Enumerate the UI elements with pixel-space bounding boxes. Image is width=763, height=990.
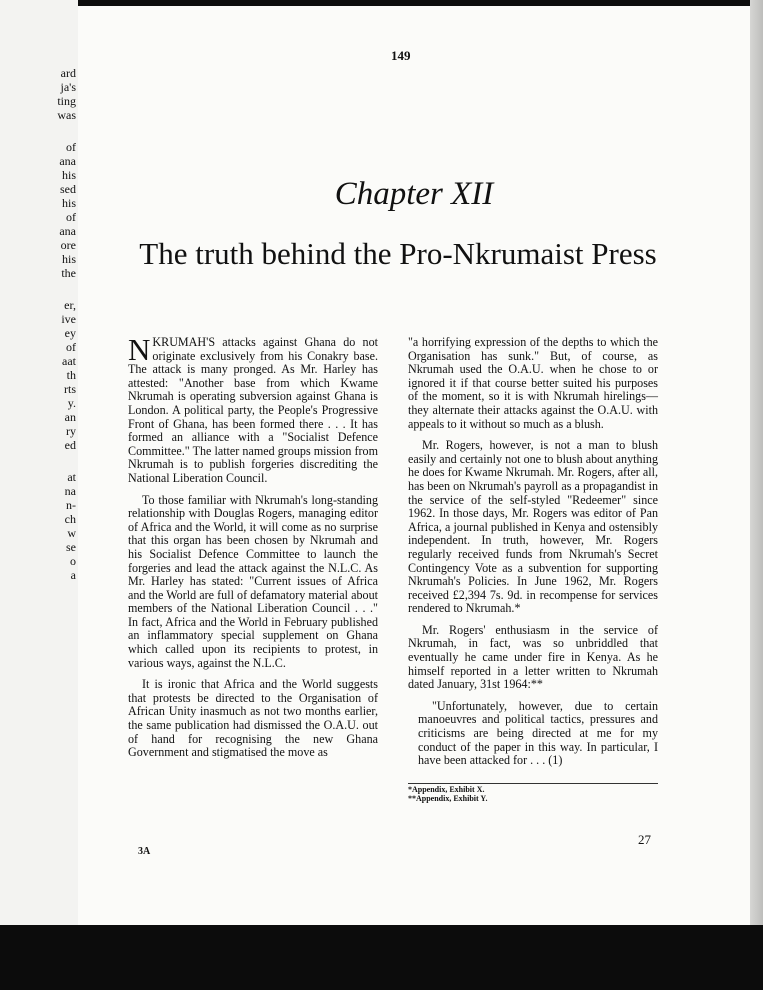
facing-page-fragment: of: [66, 340, 76, 354]
facing-page-fragment: sed: [60, 182, 76, 196]
body-paragraph: Mr. Rogers' enthusiasm in the service of Nkrumah, in fact, was so unbriddled that eventually he came under fire in Kenya. As he himself reported in a letter written to Nkrumah dated January, 31st 1964:**: [408, 622, 658, 692]
facing-page-fragment: his: [61, 168, 76, 182]
facing-page-fragment: th: [66, 368, 76, 382]
facing-page-fragment: at: [67, 470, 76, 484]
page-edge-shadow: [750, 0, 763, 930]
facing-page-fragment: ch: [64, 512, 76, 526]
facing-page-fragment: rts: [64, 382, 76, 396]
signature-mark: 3A: [138, 846, 151, 857]
facing-page-fragment: the: [61, 266, 76, 280]
facing-page-fragment: ry: [66, 424, 76, 438]
body-paragraph: To those familiar with Nkrumah's long-standing relationship with Douglas Rogers, managing editor of Africa and the World, it will come as no surprise that this organ has been chosen by Nkrumah and his Socialist Defence Committee to launch the forgeries and lead the attack against the N.L.C. As Mr. Harley has stated: "Current issues of Africa and the World are full of defamatory material about members of the National Liberation Council . . ." In fact, Africa and the World in February published an inflammatory special supplement on Ghana which called upon its recipients to protest, in various ways, against the N.L.C.: [128, 492, 378, 670]
block-quote: "Unfortunately, however, due to certain manoeuvres and political tactics, pressures and criticisms are being directed at me for my conduct of the paper in this way. In particular, I have been attacked for . . . (1): [418, 698, 658, 768]
facing-page-fragment: ive: [61, 312, 76, 326]
facing-page-fragment: a: [70, 568, 76, 582]
facing-page-fragment: ja's: [60, 80, 76, 94]
facing-page-fragment: his: [61, 196, 76, 210]
facing-page-fragment: ore: [60, 238, 76, 252]
facing-page-fragment: y.: [67, 396, 76, 410]
facing-page-fragment: ard: [60, 66, 76, 80]
body-paragraph: [128, 332, 378, 486]
facing-page-margin: [0, 0, 78, 930]
facing-page-fragment: ey: [64, 326, 76, 340]
body-paragraph: It is ironic that Africa and the World suggests that protests be directed to the Organisation of African Unity inasmuch as not two months earlier, the same publication had dismissed the O.A.U. out of hand for recognising the new Ghana Government and stigmatised the move as: [128, 677, 378, 760]
body-paragraph: Mr. Rogers, however, is not a man to blush easily and certainly not one to blush about anything he does for Kwame Nkrumah. Mr. Rogers, after all, has been on Nkrumah's payroll as a propagandist in the service of the self-styled "Redeemer" since 1962. In those days, Mr. Rogers was editor of Pan Africa, a journal published in Kenya and ostensibly independent. In truth, however, Mr. Rogers regularly received funds from Nkrumah's Secret Contingency Vote as a subvention for supporting Nkrumah's Policies. In June 1962, Mr. Rogers received £2,394 7s. 9d. in recompense for services rendered to Nkrumah.*: [408, 438, 658, 616]
facing-page-fragment: er,: [64, 298, 76, 312]
book-page: [78, 6, 750, 926]
footnote: *Appendix, Exhibit X.: [408, 785, 485, 794]
facing-page-fragment: na: [64, 484, 76, 498]
left-column: [128, 332, 378, 768]
drop-cap: N: [128, 332, 151, 367]
facing-page-fragment: ana: [59, 154, 76, 168]
facing-page-fragment: of: [66, 210, 76, 224]
facing-page-fragment: ed: [64, 438, 76, 452]
facing-page-fragment: n-: [66, 498, 76, 512]
facing-page-fragment: ting: [57, 94, 76, 108]
chapter-label: Chapter XII: [334, 176, 494, 212]
facing-page-fragment: of: [66, 140, 76, 154]
page-number: 149: [391, 48, 411, 63]
facing-page-fragment: his: [61, 252, 76, 266]
right-column: [408, 336, 658, 776]
footnotes: [408, 783, 658, 803]
paragraph-text: KRUMAH'S attacks against Ghana do not originate exclusively from his Conakry base. The attack is many pronged. As Mr. Harley has attested: "Another base from which Kwame Nkrumah is operating subversion against Ghana is London. A political party, the People's Progressive Front of Ghana, has been formed there . . . It has formed an alliance with a "Socialist Defence Committee." The latter named groups mission from Nkrumah is to publish forgeries discrediting the National Liberation Council.: [128, 335, 378, 485]
facing-page-fragment: o: [70, 554, 76, 568]
body-paragraph: "a horrifying expression of the depths to which the Organisation has sunk." But, of course, as Nkrumah used the O.A.U. when he chose to or ignored it if that course better suited his purposes of the moment, so it is with Nkrumah hirelings—they alternate their attacks against the O.A.U. with appeals to it without so much as a blush.: [408, 335, 658, 431]
facing-page-fragment: w: [67, 526, 76, 540]
facing-page-fragment: se: [66, 540, 76, 554]
facing-page-fragment: ana: [59, 224, 76, 238]
chapter-title: The truth behind the Pro-Nkrumaist Press: [139, 236, 657, 271]
facing-page-fragment: an: [64, 410, 76, 424]
facing-page-fragment: aat: [62, 354, 76, 368]
footnote: **Appendix, Exhibit Y.: [408, 794, 488, 803]
scan-border-bottom: [0, 925, 763, 990]
facing-page-fragment: was: [57, 108, 76, 122]
folio-number: 27: [638, 832, 651, 847]
